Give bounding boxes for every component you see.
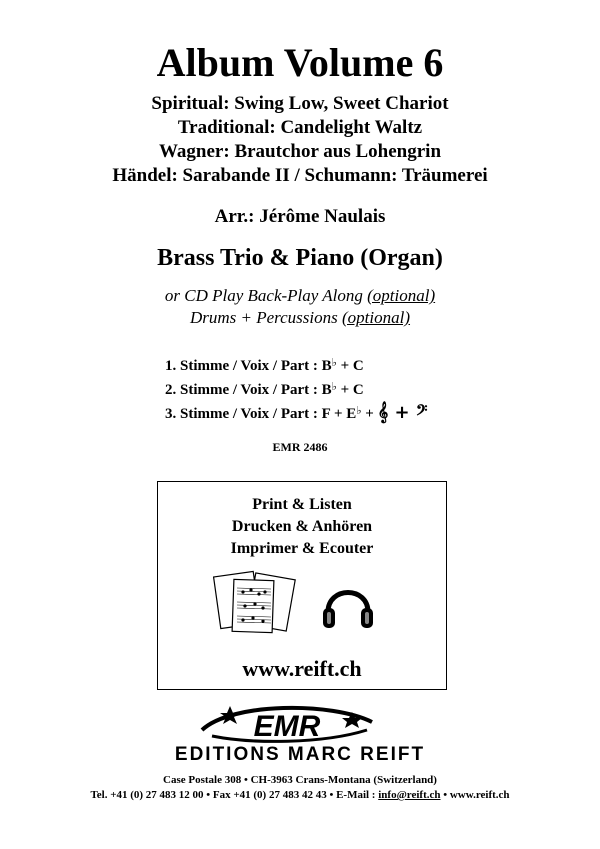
instrumentation: Brass Trio & Piano (Organ) xyxy=(157,245,443,271)
part-key-suffix: + C xyxy=(336,382,364,398)
album-title: Album Volume 6 xyxy=(156,40,444,85)
clef-icons: 𝄞 + 𝄢 xyxy=(377,402,428,423)
part-label: 1. Stimme / Voix / Part : xyxy=(165,358,322,374)
part-key-suffix: + xyxy=(361,406,378,422)
box-line-3: Imprimer & Ecouter xyxy=(230,540,374,557)
footer-phone-fax: Tel. +41 (0) 27 483 12 00 • Fax +41 (0) 27 483 42 43 • E-Mail : xyxy=(90,789,379,801)
box-line-1: Print & Listen xyxy=(252,496,352,513)
parts-list xyxy=(165,353,427,425)
print-listen-box xyxy=(157,481,447,690)
footer-website[interactable]: • www.reift.ch xyxy=(440,789,510,801)
piece-3: Wagner: Brautchor aus Lohengrin xyxy=(158,141,442,162)
box-line-2: Drucken & Anhören xyxy=(231,518,373,535)
part-row xyxy=(165,353,427,377)
footer-contact xyxy=(0,789,600,801)
part-key: B xyxy=(321,358,332,374)
part-key: F + E xyxy=(321,406,357,422)
option-drums-text: Drums + Percussions xyxy=(189,308,343,327)
part-row xyxy=(165,401,427,425)
option-cd-text: or CD Play Back-Play Along xyxy=(164,286,368,305)
emr-logo-text: EMR xyxy=(253,710,321,743)
website-link[interactable]: www.reift.ch xyxy=(242,656,362,681)
part-key: B xyxy=(321,382,332,398)
footer-address: Case Postale 308 • CH-3963 Crans-Montana (Switzerland) xyxy=(163,774,437,786)
part-label: 3. Stimme / Voix / Part : xyxy=(165,406,322,422)
footer-email[interactable]: info@reift.ch xyxy=(378,789,441,801)
piece-2: Traditional: Candelight Waltz xyxy=(177,117,423,138)
part-row xyxy=(165,377,427,401)
emr-logo xyxy=(192,700,382,746)
arranger: Arr.: Jérôme Naulais xyxy=(214,206,386,227)
piece-4: Händel: Sarabande II / Schumann: Träumerei xyxy=(112,165,488,186)
flat-sign: ♭ xyxy=(331,381,337,393)
part-key-suffix: + C xyxy=(336,358,364,374)
publisher-name: EDITIONS MARC REIFT xyxy=(174,744,426,765)
sheet-music-icon xyxy=(213,568,303,638)
catalog-number: EMR 2486 xyxy=(272,440,328,454)
flat-sign: ♭ xyxy=(356,405,362,417)
option-drums-optional: (optional) xyxy=(342,308,411,327)
piece-1: Spiritual: Swing Low, Sweet Chariot xyxy=(151,93,449,114)
option-cd-optional: (optional) xyxy=(367,286,436,305)
flat-sign: ♭ xyxy=(331,357,337,369)
option-drums xyxy=(0,307,600,329)
headphones-icon xyxy=(318,574,378,634)
option-cd xyxy=(0,285,600,307)
part-label: 2. Stimme / Voix / Part : xyxy=(165,382,322,398)
